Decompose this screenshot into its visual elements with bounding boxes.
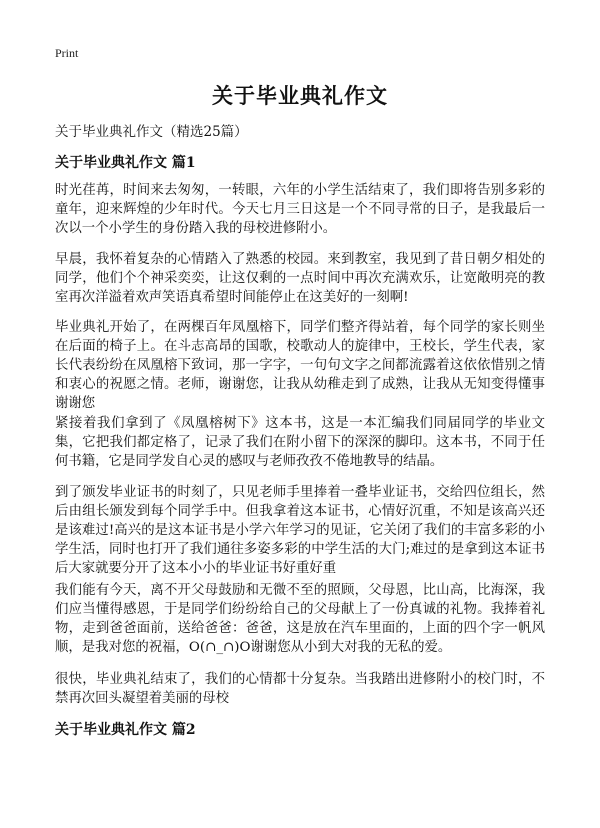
- paragraph-2: 早晨，我怀着复杂的心情踏入了熟悉的校园。来到教室，我见到了昔日朝夕相处的同学，他们个个神采奕奕，让这仅剩的一点时间中再次充满欢乐，让宽敞明亮的教室再次洋溢着欢声笑语真希望时间能停止在这美好的一刻啊!: [55, 252, 545, 305]
- section-heading-1: 关于毕业典礼作文 篇1: [55, 155, 196, 171]
- section-heading-2: 关于毕业典礼作文 篇2: [55, 722, 196, 738]
- paragraph-6: 我们能有今天，离不开父母鼓励和无微不至的照顾，父母恩，比山高，比海深，我们应当懂得感恩，于是同学们纷纷给自己的父母献上了一份真诚的礼物。我捧着礼物，走到爸爸面前，送给爸爸：爸爸，这是放在汽车里面的，上面的四个字一帆风顺，是我对您的祝福，O(∩_∩)O谢谢您从小到大对我的无私的爱。: [55, 583, 545, 655]
- paragraph-7: 很快，毕业典礼结束了，我们的心情都十分复杂。当我踏出进修附小的校门时，不禁再次回头凝望着美丽的母校: [55, 672, 545, 706]
- print-label: Print: [55, 46, 79, 60]
- paragraph-5: 到了颁发毕业证书的时刻了，只见老师手里捧着一叠毕业证书，交给四位组长，然后由组长颁发到每个同学手中。但我拿着这本证书，心情好沉重，不知是该高兴还是该难过!高兴的是这本证书是小学六年学习的见证，它关闭了我们的丰富多彩的小学生活，同时也打开了我们通往多姿多彩的中学生活的大门;难过的是拿到这本证书后大家就要分开了这本小小的毕业证书好重好重: [55, 485, 545, 576]
- document-title: 关于毕业典礼作文: [212, 83, 388, 108]
- paragraph-1: 时光荏苒，时间来去匆匆，一转眼，六年的小学生活结束了，我们即将告别多彩的童年，迎来辉煌的少年时代。今天七月三日这是一个不同寻常的日子，是我最后一次以一个小学生的身份踏入我的母校进修附小。: [55, 183, 545, 236]
- paragraph-4: 紧接着我们拿到了《凤凰榕树下》这本书，这是一本汇编我们同届同学的毕业文集，它把我们都定格了，记录了我们在附小留下的深深的脚印。这本书，不同于任何书籍，它是同学发自心灵的感叹与老师孜孜不倦地教导的结晶。: [55, 416, 545, 469]
- document-subtitle: 关于毕业典礼作文（精选25篇）: [55, 124, 248, 140]
- paragraph-3: 毕业典礼开始了，在两棵百年凤凰榕下，同学们整齐得站着，每个同学的家长则坐在后面的椅子上。在斗志高昂的国歌，校歌动人的旋律中，王校长，学生代表，家长代表纷纷在凤凰榕下致词，那一字字，一句句文字之间都流露着这依依惜别之情和衷心的祝愿之情。老师，谢谢您，让我从幼稚走到了成熟，让我从无知变得懂事谢谢您: [55, 320, 545, 411]
